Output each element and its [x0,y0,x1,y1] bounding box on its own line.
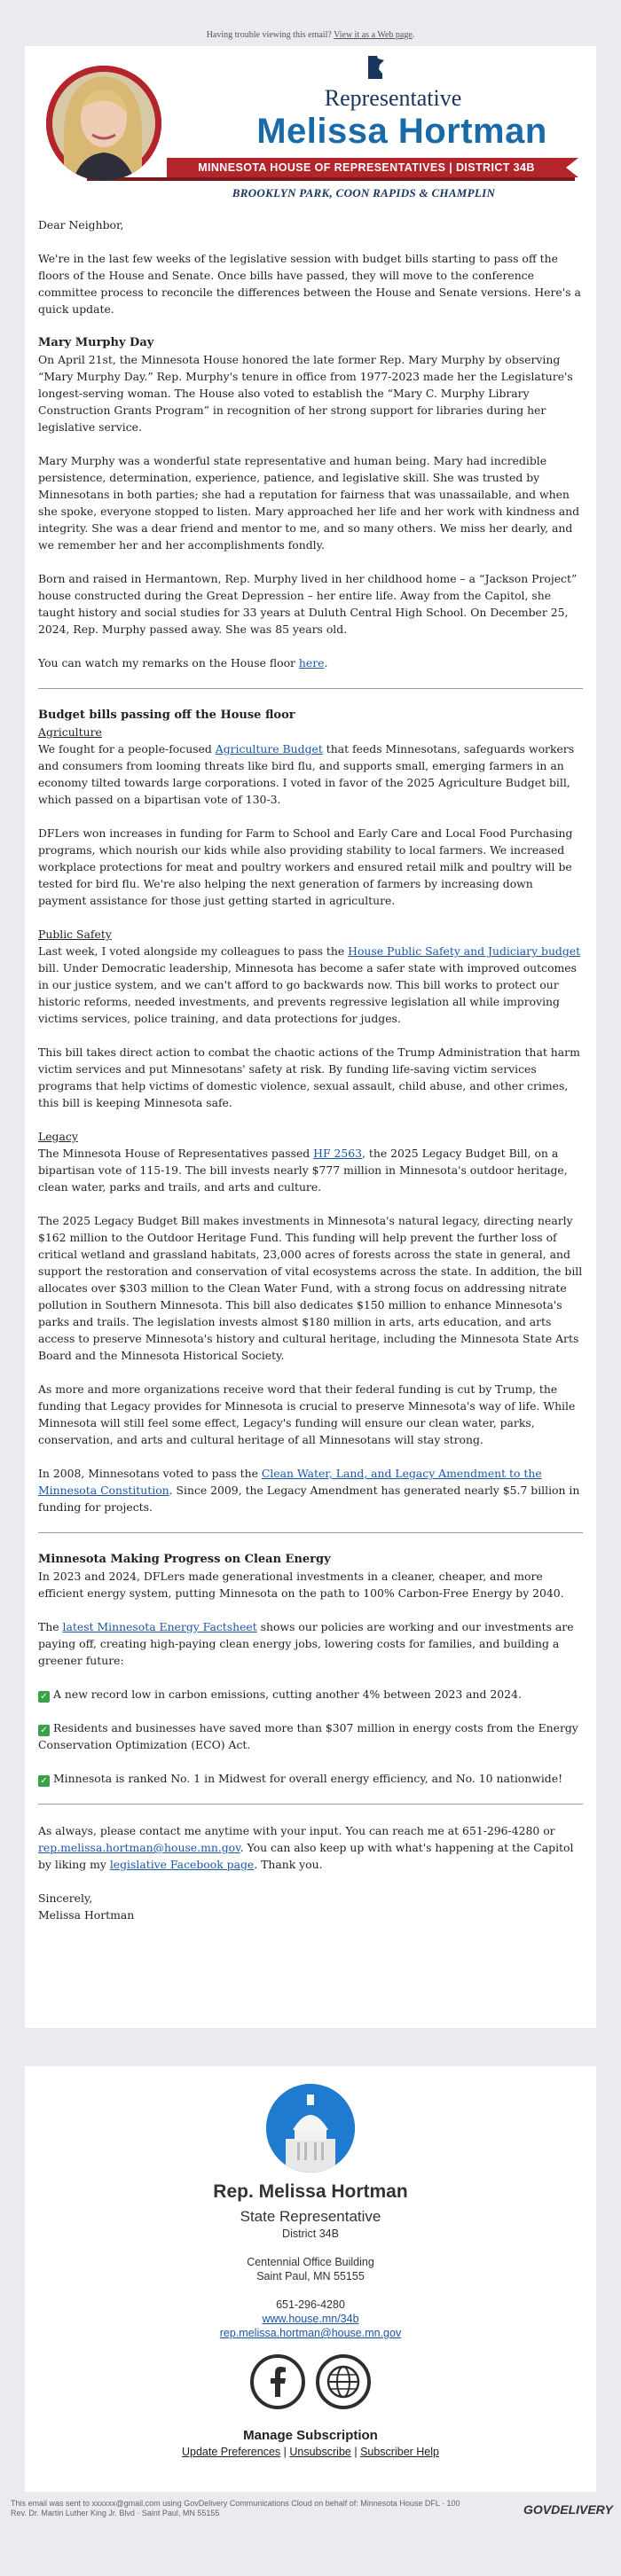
energy-paragraph-2: The latest Minnesota Energy Factsheet shows our policies are working and our investments are paying off, creating high-paying clean energy jobs, lowering costs for families, and building a greener future: [38,1620,574,1667]
budget-heading: Budget bills passing off the House floor [38,709,295,722]
view-as-web-bar: Having trouble viewing this email? View it as a Web page. [206,30,415,40]
header-title: Representative [324,85,462,111]
govdelivery-logo[interactable]: GOVDELIVERY [523,2502,613,2517]
check-mark-icon: ✓ [38,1691,50,1703]
email-link[interactable]: rep.melissa.hortman@house.mn.gov [38,1841,240,1854]
agriculture-paragraph-2: DFLers won increases in funding for Farm to School and Early Care and Local Food Purchasing programs, which nourish our kids while also providing stability to local farmers. We increased workplace protections for meat and poultry workers and ensured retail milk and poultry will be tested for bird flu. We're also helping the next generation of farmers by increasing down payment assistance for those just getting started in agriculture. [38,826,573,907]
newsletter-card [25,46,596,2028]
subscriber-help-link[interactable]: Subscriber Help [360,2446,439,2458]
legacy-subheading: Legacy [38,1130,78,1143]
letter-body [25,204,596,1923]
facebook-page-link[interactable]: legislative Facebook page [109,1858,255,1871]
subscription-links: Update Preferences | Unsubscribe | Subscriber Help [181,2446,439,2458]
energy-bullet: ✓ Minnesota is ranked No. 1 in Midwest for overall energy efficiency, and No. 10 nationwide! [38,1770,583,1787]
footer-name: Rep. Melissa Hortman [213,2181,408,2202]
unsubscribe-link[interactable]: Unsubscribe [289,2446,351,2458]
public-safety-paragraph-1: Last week, I voted alongside my colleagues to pass the House Public Safety and Judiciary budget bill. Under Democratic leadership, Minnesota has become a safer state with improved outcomes in our justice system, and we can't afford to go backwards now. This bill works to protect our historic reforms, needed investments, and prevents regressive legislation all while improving victims services, police training, and data protections for judges. [38,944,581,1025]
legacy-paragraph-2: The 2025 Legacy Budget Bill makes investments in Minnesota's natural legacy, directing nearly $162 million to the Outdoor Heritage Fund. This funding will help prevent the further loss of critical wetland and grassland habitats, 23,000 acres of forests across the state in general, and support the restoration and conservation of vital ecosystems across the state. In addition, the bill allocates over $303 million to the Clean Water Fund, with a strong focus on addressing nitrate pollution in Southern Minnesota. This bill also dedicates $150 million to enhance Minnesota's parks and trails. The legislation invests almost $180 million in arts, arts education, and arts access to preserve Minnesota's history and cultural heritage, including the Minnesota State Arts Board and the Minnesota Historical Society. [38,1214,583,1362]
footer-address-line-1: Centennial Office Building [247,2256,374,2268]
header-name: Melissa Hortman [256,112,547,151]
legacy-paragraph-3: As more and more organizations receive word that their federal funding is cut by Trump, the funding that Legacy provides for Minnesota is crucial to preserve Minnesota's way of life. While Minnesota will still feel some effect, Legacy's funding will ensure our clean water, parks, conservation, and arts and cultural heritage of all Minnesotans will stay strong. [38,1382,576,1446]
legacy-paragraph-4: In 2008, Minnesotans voted to pass the Clean Water, Land, and Legacy Amendment to the Minnesota Constitution. Since 2009, the Legacy Amendment has generated nearly $5.7 billion in funding for projects. [38,1467,580,1514]
view-web-page-link[interactable]: View it as a Web page [334,30,413,40]
district-ribbon: MINNESOTA HOUSE OF REPRESENTATIVES | DISTRICT 34B [167,158,566,177]
footer-role: State Representative [240,2208,381,2225]
murphy-paragraph-2: Mary Murphy was a wonderful state representative and human being. Mary had incredible persistence, determination, experience, patience, and legislative skill. She was trusted by Minnesotans in both parties; she had a reputation for fairness that was unassailable, and when she spoke, everyone stopped to listen. Mary approached her life and her work with kindness and integrity. She was a dear friend and mentor to me, and so many others. We miss her dearly, and we remember her and her accomplishments fondly. [38,454,580,552]
minnesota-state-icon [367,55,385,80]
legal-footer [11,2499,507,2518]
divider [38,688,583,689]
hf-2563-link[interactable]: HF 2563 [313,1147,363,1160]
district-cities: BROOKLYN PARK, COON RAPIDS & CHAMPLIN [232,186,496,200]
footer-email-link[interactable]: rep.melissa.hortman@house.mn.gov [219,2327,402,2339]
newsletter-header [25,46,596,204]
agriculture-subheading: Agriculture [38,725,102,739]
energy-bullet: ✓ Residents and businesses have saved more than $307 million in energy costs from the Energy Conservation Optimization (ECO) Act. [38,1721,578,1751]
closing-paragraph: As always, please contact me anytime with your input. You can reach me at 651-296-4280 or rep.melissa.hortman@house.mn.gov. You can also keep up with what's happening at the Capitol by liking my legislative Facebook page. Thank you. [38,1824,574,1871]
legacy-amendment-link[interactable]: Clean Water, Land, and Legacy Amendment to the Minnesota Constitution [38,1467,542,1497]
legacy-paragraph-1: The Minnesota House of Representatives passed HF 2563, the 2025 Legacy Budget Bill, on a bipartisan vote of 115-19. The bill invests nearly $777 million in Minnesota's outdoor heritage, clean water, parks and trails, and arts and culture. [38,1147,568,1194]
agriculture-paragraph-1: We fought for a people-focused Agriculture Budget that feeds Minnesotans, safeguards workers and consumers from looming threats like bird flu, and supports small, emerging farmers in an economy tilted towards large corporations. I voted in favor of the 2025 Agriculture Budget bill, which passed on a bipartisan vote of 130-3. [38,742,575,806]
public-safety-budget-link[interactable]: House Public Safety and Judiciary budget [348,944,581,958]
agriculture-budget-link[interactable]: Agriculture Budget [215,742,323,756]
intro-paragraph: We're in the last few weeks of the legislative session with budget bills starting to pass off the floors of the House and Senate. Once bills have passed, they will move to the conference committee process to reconcile the differences between the House and Senate versions. Here's a quick update. [38,252,581,316]
divider [38,1804,583,1805]
energy-factsheet-link[interactable]: latest Minnesota Energy Factsheet [62,1620,257,1633]
footer-website-link[interactable]: www.house.mn/34b [262,2313,359,2325]
legal-line-2: Rev. Dr. Martin Luther King Jr. Blvd · Saint Paul, MN 55155 [11,2509,220,2517]
check-mark-icon: ✓ [38,1775,50,1787]
update-preferences-link[interactable]: Update Preferences [181,2446,281,2458]
capitol-dome-icon [266,2084,355,2173]
divider [38,1532,583,1533]
murphy-heading: Mary Murphy Day [38,336,154,349]
energy-bullet: ✓ A new record low in carbon emissions, cutting another 4% between 2023 and 2024. [38,1686,583,1703]
murphy-paragraph-1: On April 21st, the Minnesota House honored the late former Rep. Mary Murphy by observing “Mary Murphy Day.” Rep. Murphy's tenure in office from 1977-2023 made her the Legislature's longest-serving woman. The House also voted to establish the “Mary C. Murphy Library Construction Grants Program” in recognition of her strong support for libraries during her legislative service. [38,353,573,434]
remarks-here-link[interactable]: here [298,656,325,669]
check-mark-icon: ✓ [38,1725,50,1736]
greeting: Dear Neighbor, [38,218,124,231]
public-safety-paragraph-2: This bill takes direct action to combat the chaotic actions of the Trump Administration that harm victim services and put Minnesotans' safety at risk. By funding life-saving victim services programs that help victims of domestic violence, sexual assault, child abuse, and other crimes, this bill is keeping Minnesota safe. [38,1045,580,1109]
energy-heading: Minnesota Making Progress on Clean Energy [38,1553,331,1566]
legal-line-1: This email was sent to xxxxxx@gmail.com using GovDelivery Communications Cloud on behalf of: Minnesota House DFL · 100 [11,2499,460,2508]
footer-address-line-2: Saint Paul, MN 55155 [256,2270,365,2282]
murphy-paragraph-3: Born and raised in Hermantown, Rep. Murphy lived in her childhood home – a “Jackson Project” house constructed during the Great Depression – her entire life. Away from the Capitol, she taught history and social studies for 33 years at Duluth Central High School. On December 25, 2024, Rep. Murphy passed away. She was 85 years old. [38,572,578,636]
footer-phone: 651-296-4280 [276,2298,345,2311]
signoff: Sincerely, [38,1891,93,1905]
portrait-photo [46,66,161,181]
trouble-viewing-text: Having trouble viewing this email? [206,30,332,40]
facebook-icon[interactable] [250,2354,305,2409]
globe-icon[interactable] [316,2354,371,2409]
murphy-paragraph-4: You can watch my remarks on the House floor here. [38,656,328,669]
manage-subscription-heading: Manage Subscription [243,2428,378,2443]
signature: Melissa Hortman [38,1908,135,1922]
footer-card [25,2066,596,2492]
ribbon-shadow [87,177,575,181]
public-safety-subheading: Public Safety [38,928,112,941]
footer-district: District 34B [282,2228,339,2240]
energy-paragraph-1: In 2023 and 2024, DFLers made generational investments in a cleaner, cheaper, and more efficient energy system, putting Minnesota on the path to 100% Carbon-Free Energy by 2040. [38,1570,564,1600]
